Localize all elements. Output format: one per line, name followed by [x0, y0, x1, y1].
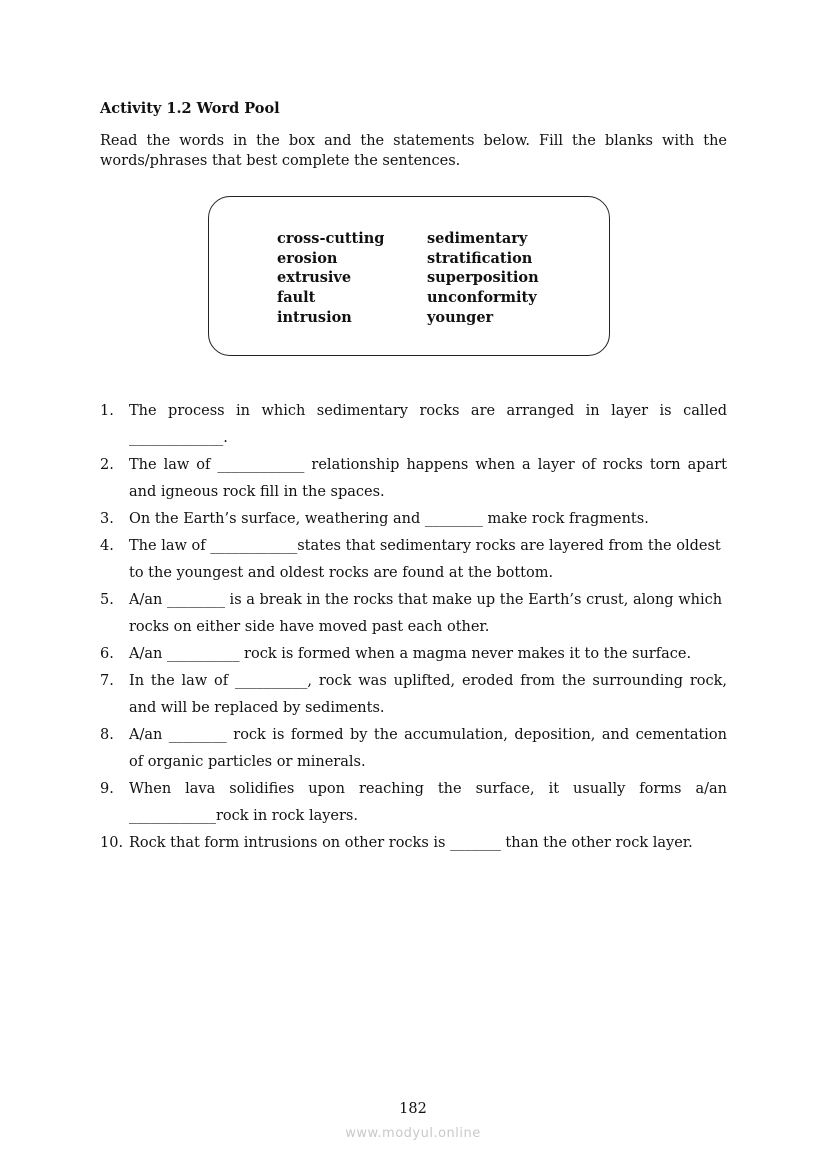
word-pool-item: unconformity — [427, 289, 537, 307]
word-pool-item: younger — [427, 308, 494, 326]
page-number: 182 — [399, 1101, 427, 1117]
question-number: 4. — [100, 538, 114, 554]
question-number: 1. — [100, 403, 114, 419]
question-item — [100, 722, 727, 776]
question-text: The process in which sedimentary rocks are arranged in layer is called _____________. — [129, 403, 727, 446]
question-item — [100, 776, 727, 830]
question-item — [100, 830, 727, 857]
question-number: 3. — [100, 511, 114, 527]
word-pool-item: extrusive — [277, 269, 352, 287]
instructions: Read the words in the box and the statements below. Fill the blanks with the words/phrases that best complete the sentences. — [100, 133, 727, 169]
question-number: 8. — [100, 727, 114, 743]
activity-heading: Activity 1.2 Word Pool — [100, 100, 280, 117]
watermark: www.modyul.online — [345, 1126, 481, 1141]
question-number: 2. — [100, 457, 114, 473]
word-pool-left-column — [277, 229, 384, 328]
word-pool-item: sedimentary — [427, 230, 528, 247]
question-number: 10. — [100, 835, 124, 851]
word-pool-item: intrusion — [277, 308, 352, 326]
question-item — [100, 398, 727, 452]
question-number: 6. — [100, 646, 114, 662]
question-item — [100, 668, 727, 722]
question-text: The law of ____________states that sedimentary rocks are layered from the oldest to the youngest and oldest rocks are found at the bottom. — [129, 538, 721, 581]
question-number: 7. — [100, 673, 114, 689]
question-item — [100, 452, 727, 506]
word-pool-item: fault — [277, 289, 316, 307]
question-text: The law of ____________ relationship happens when a layer of rocks torn apart and igneous rock fill in the spaces. — [129, 457, 727, 500]
word-pool-box — [208, 196, 610, 356]
question-number: 9. — [100, 781, 114, 797]
question-text: A/an ________ is a break in the rocks that make up the Earth’s crust, along which rocks on either side have moved past each other. — [129, 592, 723, 635]
question-item — [100, 587, 727, 641]
word-pool-item: erosion — [277, 249, 338, 267]
question-text: A/an __________ rock is formed when a magma never makes it to the surface. — [129, 646, 692, 662]
word-pool-item: stratification — [427, 249, 533, 267]
question-text: Rock that form intrusions on other rocks is _______ than the other rock layer. — [129, 835, 693, 851]
question-item — [100, 506, 727, 533]
question-number: 5. — [100, 592, 114, 608]
question-text: When lava solidifies upon reaching the surface, it usually forms a/an ____________rock in rock layers. — [129, 781, 727, 824]
question-text: A/an ________ rock is formed by the accumulation, deposition, and cementation of organic particles or minerals. — [129, 727, 727, 770]
word-pool-item: superposition — [427, 269, 539, 287]
question-list — [100, 398, 727, 857]
question-item — [100, 533, 727, 587]
word-pool-right-column — [427, 229, 539, 328]
question-text: On the Earth’s surface, weathering and ________ make rock fragments. — [129, 511, 649, 527]
word-pool-item: cross-cutting — [277, 230, 385, 247]
question-text: In the law of __________, rock was uplifted, eroded from the surrounding rock, and will be replaced by sediments. — [129, 673, 727, 716]
question-item — [100, 641, 727, 668]
